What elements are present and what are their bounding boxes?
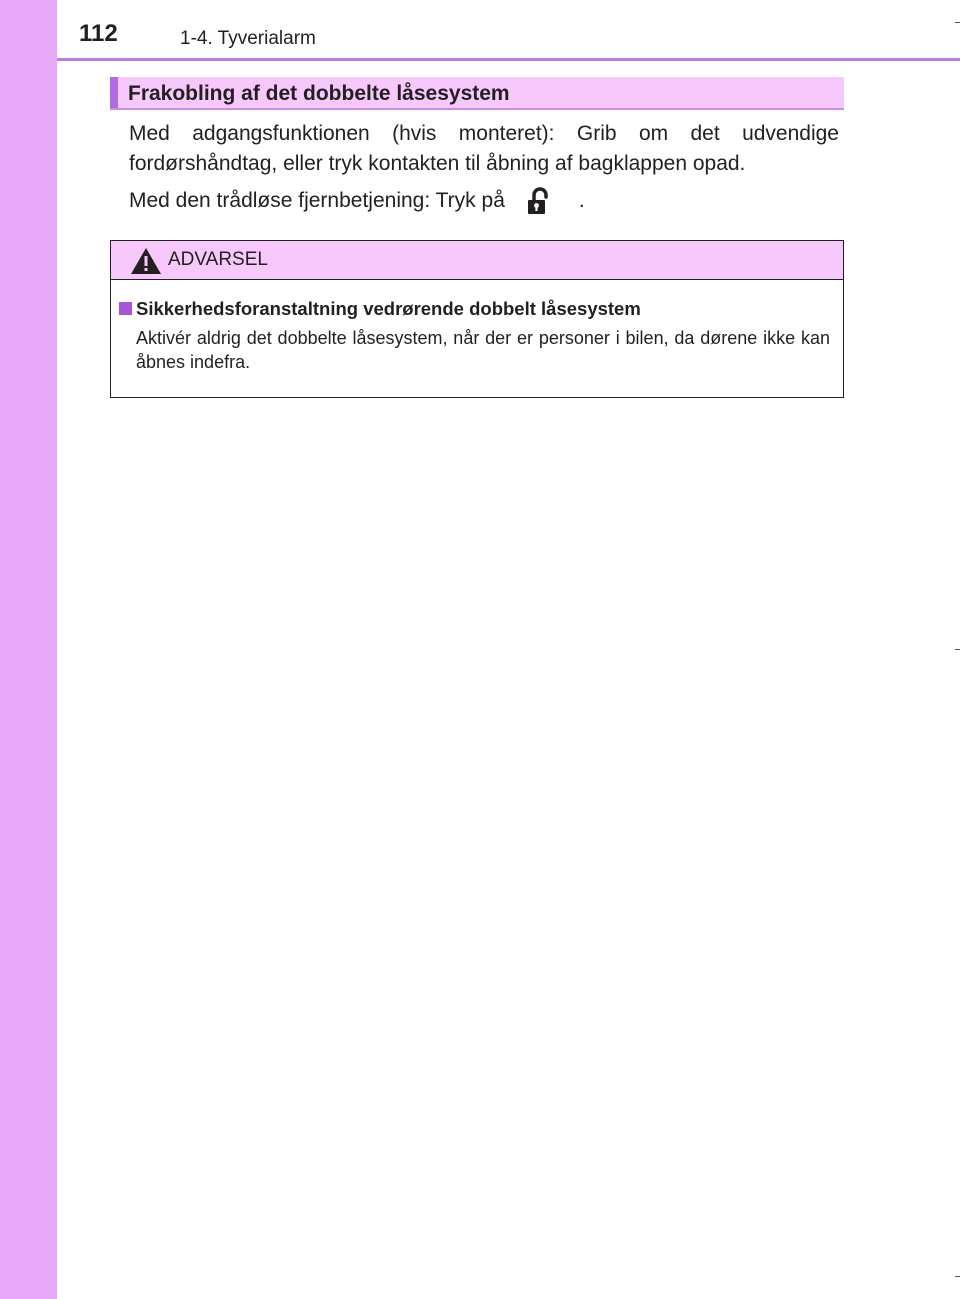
- warning-header: [111, 241, 843, 280]
- crop-mark: [955, 22, 960, 23]
- header-divider: [57, 58, 960, 61]
- remote-paragraph-end: .: [578, 189, 585, 212]
- warning-label: ADVARSEL: [168, 249, 268, 270]
- unlock-button-icon: [519, 187, 569, 215]
- remote-paragraph: [129, 186, 839, 216]
- page-number: 112: [79, 20, 118, 47]
- remote-paragraph-text: Med den trådløse fjernbetjening: Tryk på: [129, 189, 505, 212]
- chapter-title: 1-4. Tyverialarm: [180, 28, 316, 49]
- warning-triangle-icon: [129, 246, 163, 276]
- section-heading-bar: [110, 77, 118, 108]
- entry-function-paragraph: Med adgangsfunktionen (hvis monteret): Grib om det udvendige fordørshåndtag, eller tryk kontakten til åbning af bagklappen opad.: [129, 122, 839, 175]
- crop-mark: [955, 1276, 960, 1277]
- left-margin-band: [0, 0, 57, 1299]
- warning-text: Aktivér aldrig det dobbelte låsesystem, når der er personer i bilen, da dørene ikke kan åbnes indefra.: [136, 328, 830, 372]
- section-heading-title: Frakobling af det dobbelte låsesystem: [128, 82, 510, 105]
- warning-heading: Sikkerhedsforanstaltning vedrørende dobbelt låsesystem: [136, 298, 641, 319]
- crop-mark: [955, 649, 960, 650]
- section-heading: [110, 77, 844, 110]
- warning-box: [110, 240, 844, 398]
- bullet-square-icon: [119, 302, 132, 315]
